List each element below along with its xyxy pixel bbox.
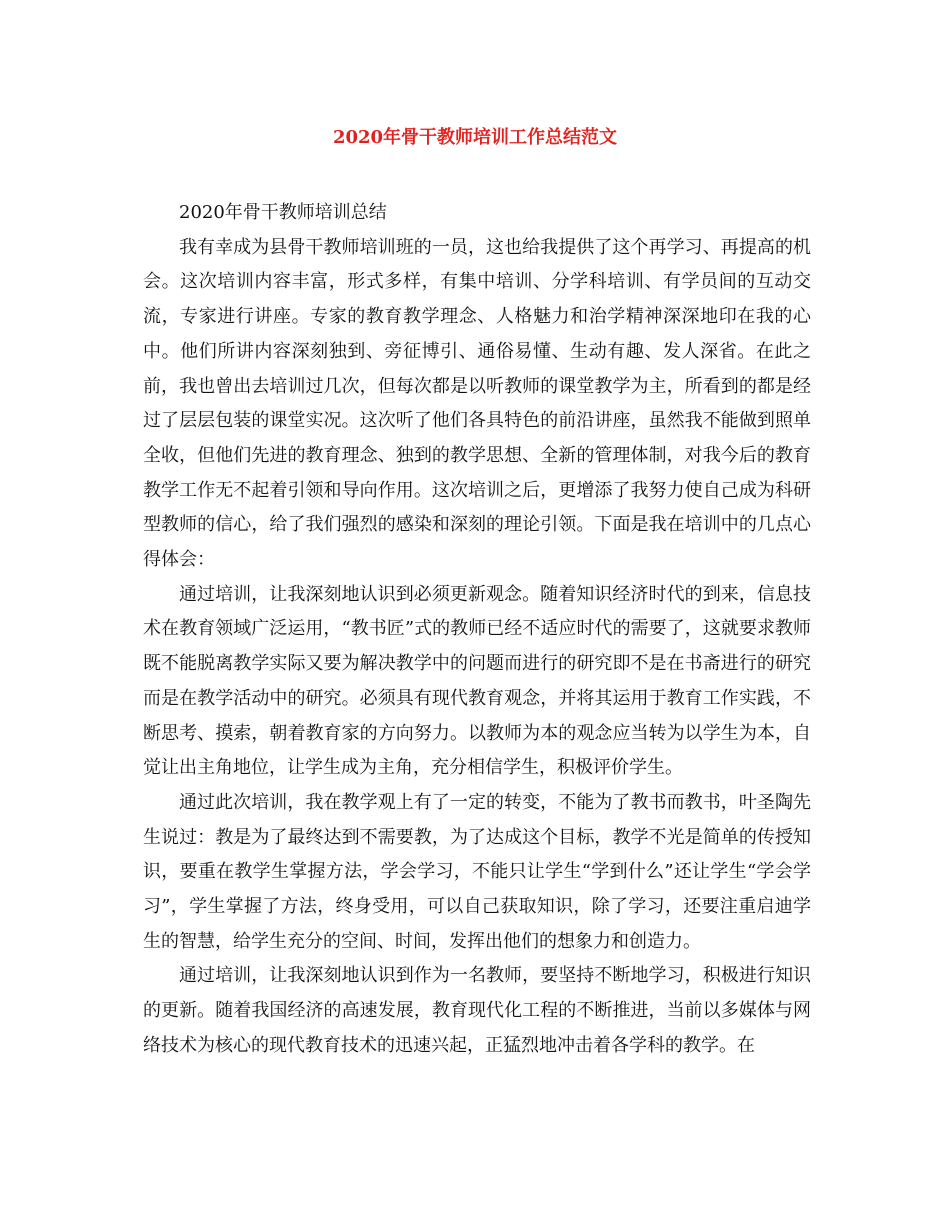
document-subtitle: 2020年骨干教师培训总结 [179,202,387,223]
paragraph-update-concepts: 通过培训，让我深刻地认识到必须更新观念。随着知识经济时代的到来，信息技术在教育领域广泛运用，“教书匠”式的教师已经不适应时代的需要了，这就要求教师既不能脱离教学实际又要为解决教学中的问题而进行的研究即不是在书斋进行的研究而是在教学活动中的研究。必须具有现代教育观念，并将其运用于教育工作实践，不断思考、摸索，朝着教育家的方向努力。以教师为本的观念应当转为以学生为本，自觉让出主角地位，让学生成为主角，充分相信学生，积极评价学生。 [143,583,811,779]
document-title: 2020年骨干教师培训工作总结范文 [332,127,618,148]
paragraph-teaching-view: 通过此次培训，我在教学观上有了一定的转变，不能为了教书而教书，叶圣陶先生说过：教是为了最终达到不需要教，为了达成这个目标，教学不光是简单的传授知识，要重在教学生掌握方法，学会学习，不能只让学生“学到什么”还让学生“学会学习”，学生掌握了方法，终身受用，可以自己获取知识，除了学习，还要注重启迪学生的智慧，给学生充分的空间、时间，发挥出他们的想象力和创造力。 [143,791,811,952]
paragraph-continuous-learning: 通过培训，让我深刻地认识到作为一名教师，要坚持不断地学习，积极进行知识的更新。随着我国经济的高速发展，教育现代化工程的不断推进，当前以多媒体与网络技术为核心的现代教育技术的迅速兴起，正猛烈地冲击着各学科的教学。在 [143,965,811,1056]
document-body [143,196,811,1064]
paragraph-intro: 我有幸成为县骨干教师培训班的一员，这也给我提供了这个再学习、再提高的机会。这次培训内容丰富，形式多样，有集中培训、分学科培训、有学员间的互动交流，专家进行讲座。专家的教育教学理念、人格魅力和治学精神深深地印在我的心中。他们所讲内容深刻独到、旁征博引、通俗易懂、生动有趣、发人深省。在此之前，我也曾出去培训过几次，但每次都是以听教师的课堂教学为主，所看到的都是经过了层层包装的课堂实况。这次听了他们各具特色的前沿讲座，虽然我不能做到照单全收，但他们先进的教育理念、独到的教学思想、全新的管理体制，对我今后的教育教学工作无不起着引领和导向作用。这次培训之后，更增添了我努力使自己成为科研型教师的信心，给了我们强烈的感染和深刻的理论引领。下面是我在培训中的几点心得体会： [143,236,811,571]
